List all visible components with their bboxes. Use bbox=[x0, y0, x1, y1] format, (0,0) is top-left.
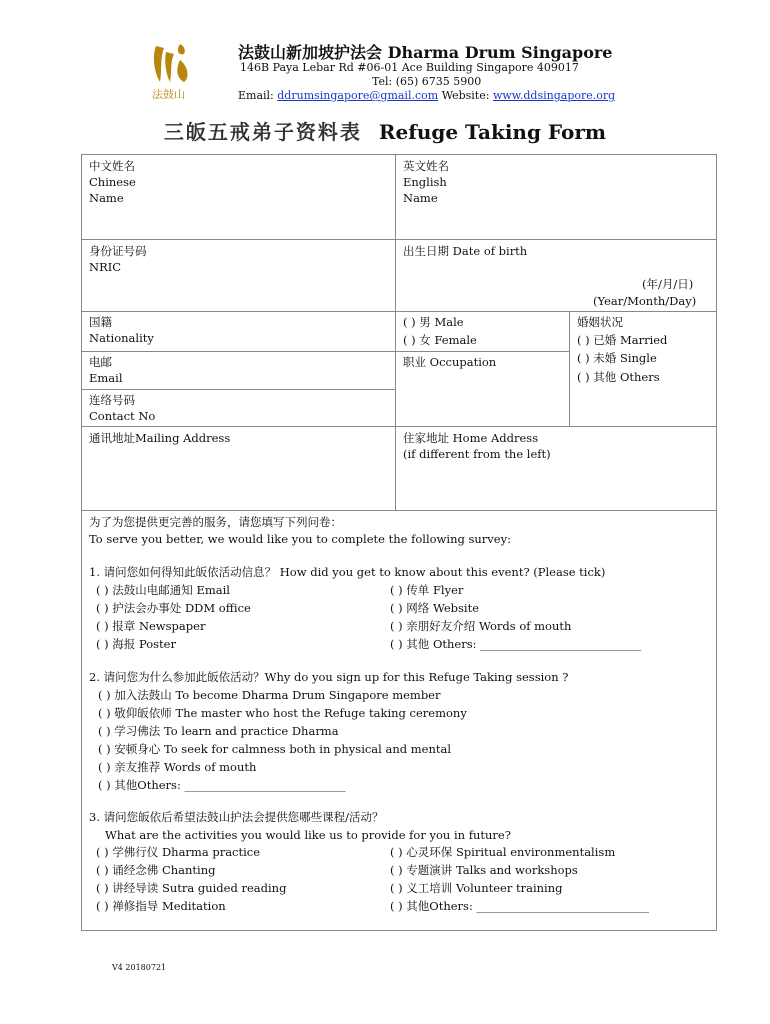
marital-single-checkbox[interactable]: ( ) 未婚 Single bbox=[577, 351, 657, 365]
email-link[interactable]: ddrumsingapore@gmail.com bbox=[277, 89, 439, 102]
contact-label-zh: 连络号码 bbox=[89, 393, 135, 407]
q1-option-others[interactable]: ( ) 其他 Others: ____________________________ bbox=[390, 637, 642, 651]
q1-option-newspaper[interactable]: ( ) 报章 Newspaper bbox=[96, 619, 206, 633]
website-link[interactable]: www.ddsingapore.org bbox=[492, 89, 616, 102]
nationality-label-zh: 国籍 bbox=[89, 315, 112, 329]
question-3-zh: 3. 请问您皈依后希望法鼓山护法会提供您哪些课程/活动？ bbox=[89, 810, 384, 824]
email-field[interactable] bbox=[89, 354, 123, 386]
dob-label[interactable]: 出生日期 Date of birth bbox=[403, 244, 528, 258]
home-address-note: (if different from the left) bbox=[403, 447, 551, 461]
contact-label-en: Contact No bbox=[89, 409, 156, 423]
gender-female-checkbox[interactable]: ( ) 女 Female bbox=[403, 333, 477, 347]
q3-option-others[interactable]: ( ) 其他Others: ______________________________ bbox=[390, 899, 649, 913]
q2-option-learn-dharma[interactable]: ( ) 学习佛法 To learn and practice Dharma bbox=[98, 724, 339, 738]
form-title bbox=[0, 116, 770, 145]
email-label-zh: 电邮 bbox=[89, 355, 112, 369]
mailing-address-field[interactable]: 通讯地址Mailing Address bbox=[89, 431, 231, 445]
chinese-name-label-en1: Chinese bbox=[89, 175, 136, 189]
nationality-field[interactable] bbox=[89, 314, 154, 346]
question-3-en: What are the activities you would like us to provide for you in future? bbox=[105, 828, 511, 842]
chinese-name-field[interactable] bbox=[89, 158, 136, 206]
q3-option-meditation[interactable]: ( ) 禅修指导 Meditation bbox=[96, 899, 226, 913]
english-name-field[interactable] bbox=[403, 158, 449, 206]
dharma-drum-logo bbox=[150, 42, 200, 102]
survey-intro-en: To serve you better, we would like you to complete the following survey: bbox=[89, 532, 511, 546]
org-tel: Tel: (65) 6735 5900 bbox=[372, 75, 482, 88]
q3-option-sutra-reading[interactable]: ( ) 讲经导读 Sutra guided reading bbox=[96, 881, 287, 895]
q1-option-website[interactable]: ( ) 网络 Website bbox=[390, 601, 479, 615]
version-label: V4 20180721 bbox=[112, 963, 167, 972]
marital-others-checkbox[interactable]: ( ) 其他 Others bbox=[577, 370, 660, 384]
chinese-name-label-zh: 中文姓名 bbox=[89, 159, 135, 173]
nric-field[interactable] bbox=[89, 243, 147, 275]
q3-option-spiritual-env[interactable]: ( ) 心灵环保 Spiritual environmentalism bbox=[390, 845, 616, 859]
q2-option-member[interactable]: ( ) 加入法鼓山 To become Dharma Drum Singapore member bbox=[98, 688, 441, 702]
q2-option-master[interactable]: ( ) 敬仰皈依师 The master who host the Refuge taking ceremony bbox=[98, 706, 467, 720]
q2-option-others[interactable]: ( ) 其他Others: ____________________________ bbox=[98, 778, 346, 792]
q1-option-ddm-office[interactable]: ( ) 护法会办事处 DDM office bbox=[96, 601, 251, 615]
home-address-field[interactable] bbox=[403, 430, 551, 462]
english-name-label-en2: Name bbox=[403, 191, 438, 205]
q1-option-word-of-mouth[interactable]: ( ) 亲朋好友介绍 Words of mouth bbox=[390, 619, 572, 633]
nric-label-en: NRIC bbox=[89, 260, 122, 274]
q1-option-poster[interactable]: ( ) 海报 Poster bbox=[96, 637, 176, 651]
form-title-en: Refuge Taking Form bbox=[378, 120, 607, 144]
org-contact-line bbox=[238, 89, 615, 102]
q3-option-chanting[interactable]: ( ) 诵经念佛 Chanting bbox=[96, 863, 216, 877]
question-2: 2. 请问您为什么参加此皈依活动？Why do you sign up for this Refuge Taking session ? bbox=[89, 670, 569, 684]
q2-option-calmness[interactable]: ( ) 安顿身心 To seek for calmness both in physical and mental bbox=[98, 742, 452, 756]
org-address: 146B Paya Lebar Rd #06-01 Ace Building Singapore 409017 bbox=[240, 61, 579, 74]
survey-intro-zh: 为了为您提供更完善的服务，请您填写下列问卷： bbox=[89, 515, 342, 529]
home-address-label: 住家地址 Home Address bbox=[403, 431, 539, 445]
english-name-label-zh: 英文姓名 bbox=[403, 159, 449, 173]
org-title: 法鼓山新加坡护法会 Dharma Drum Singapore bbox=[238, 43, 613, 62]
contact-field[interactable] bbox=[89, 392, 155, 424]
q1-option-email[interactable]: ( ) 法鼓山电邮通知 Email bbox=[96, 583, 230, 597]
email-label-en: Email bbox=[89, 371, 123, 385]
q3-option-dharma-practice[interactable]: ( ) 学佛行仪 Dharma practice bbox=[96, 845, 261, 859]
chinese-name-label-en2: Name bbox=[89, 191, 124, 205]
gender-male-checkbox[interactable]: ( ) 男 Male bbox=[403, 315, 464, 329]
q3-option-volunteer[interactable]: ( ) 义工培训 Volunteer training bbox=[390, 881, 563, 895]
dob-format-zh: (年/月/日) bbox=[642, 277, 694, 291]
email-label: Email: bbox=[238, 89, 274, 102]
question-1: 1. 请问您如何得知此皈依活动信息？ How did you get to know about this event? (Please tick) bbox=[89, 565, 606, 579]
form-title-zh: 三皈五戒弟子资料表 bbox=[163, 120, 362, 144]
q2-option-word-of-mouth[interactable]: ( ) 亲友推荐 Words of mouth bbox=[98, 760, 257, 774]
website-label: Website: bbox=[441, 89, 490, 102]
q3-option-talks[interactable]: ( ) 专题演讲 Talks and workshops bbox=[390, 863, 578, 877]
svg-text:法鼓山: 法鼓山 bbox=[152, 88, 185, 101]
english-name-label-en1: English bbox=[403, 175, 447, 189]
dob-format-en: (Year/Month/Day) bbox=[593, 294, 697, 308]
marital-status-label: 婚姻状况 bbox=[577, 315, 623, 329]
nric-label-zh: 身份证号码 bbox=[89, 244, 147, 258]
marital-married-checkbox[interactable]: ( ) 已婚 Married bbox=[577, 333, 668, 347]
q1-option-flyer[interactable]: ( ) 传单 Flyer bbox=[390, 583, 464, 597]
occupation-field[interactable]: 职业 Occupation bbox=[403, 355, 497, 369]
nationality-label-en: Nationality bbox=[89, 331, 154, 345]
